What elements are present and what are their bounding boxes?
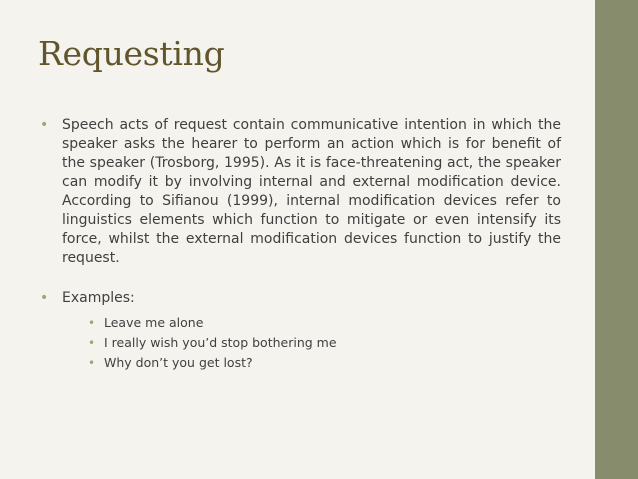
example-item (62, 353, 561, 373)
example-item (62, 313, 561, 333)
example-text: Why don’t you get lost? (104, 355, 253, 370)
slide-title: Requesting (38, 34, 225, 73)
side-band (595, 0, 638, 479)
slide-body (38, 116, 561, 373)
sub-bullet-mark: • (88, 316, 96, 330)
example-text: I really wish you’d stop bothering me (104, 335, 337, 350)
bullet-mark: • (40, 290, 49, 306)
bullet-speech-acts (38, 116, 561, 268)
sub-bullet-mark: • (88, 336, 96, 350)
bullet-mark: • (40, 117, 49, 133)
example-item (62, 333, 561, 353)
bullet-examples (38, 289, 561, 373)
bullet-text: Speech acts of request contain communicative intention in which the speaker asks the hearer to perform an action which is for benefit of the speaker (Trosborg, 1995). As it is face-threatening act, the speaker can modify it by involving internal and external modification device. According to Sifianou (1999), internal modification devices refer to linguistics elements which function to mitigate or even intensify its force, whilst the external modification devices function to justify the request. (62, 117, 561, 266)
examples-list (62, 313, 561, 373)
sub-bullet-mark: • (88, 356, 96, 370)
example-text: Leave me alone (104, 315, 204, 330)
bullet-text: Examples: (62, 290, 135, 306)
